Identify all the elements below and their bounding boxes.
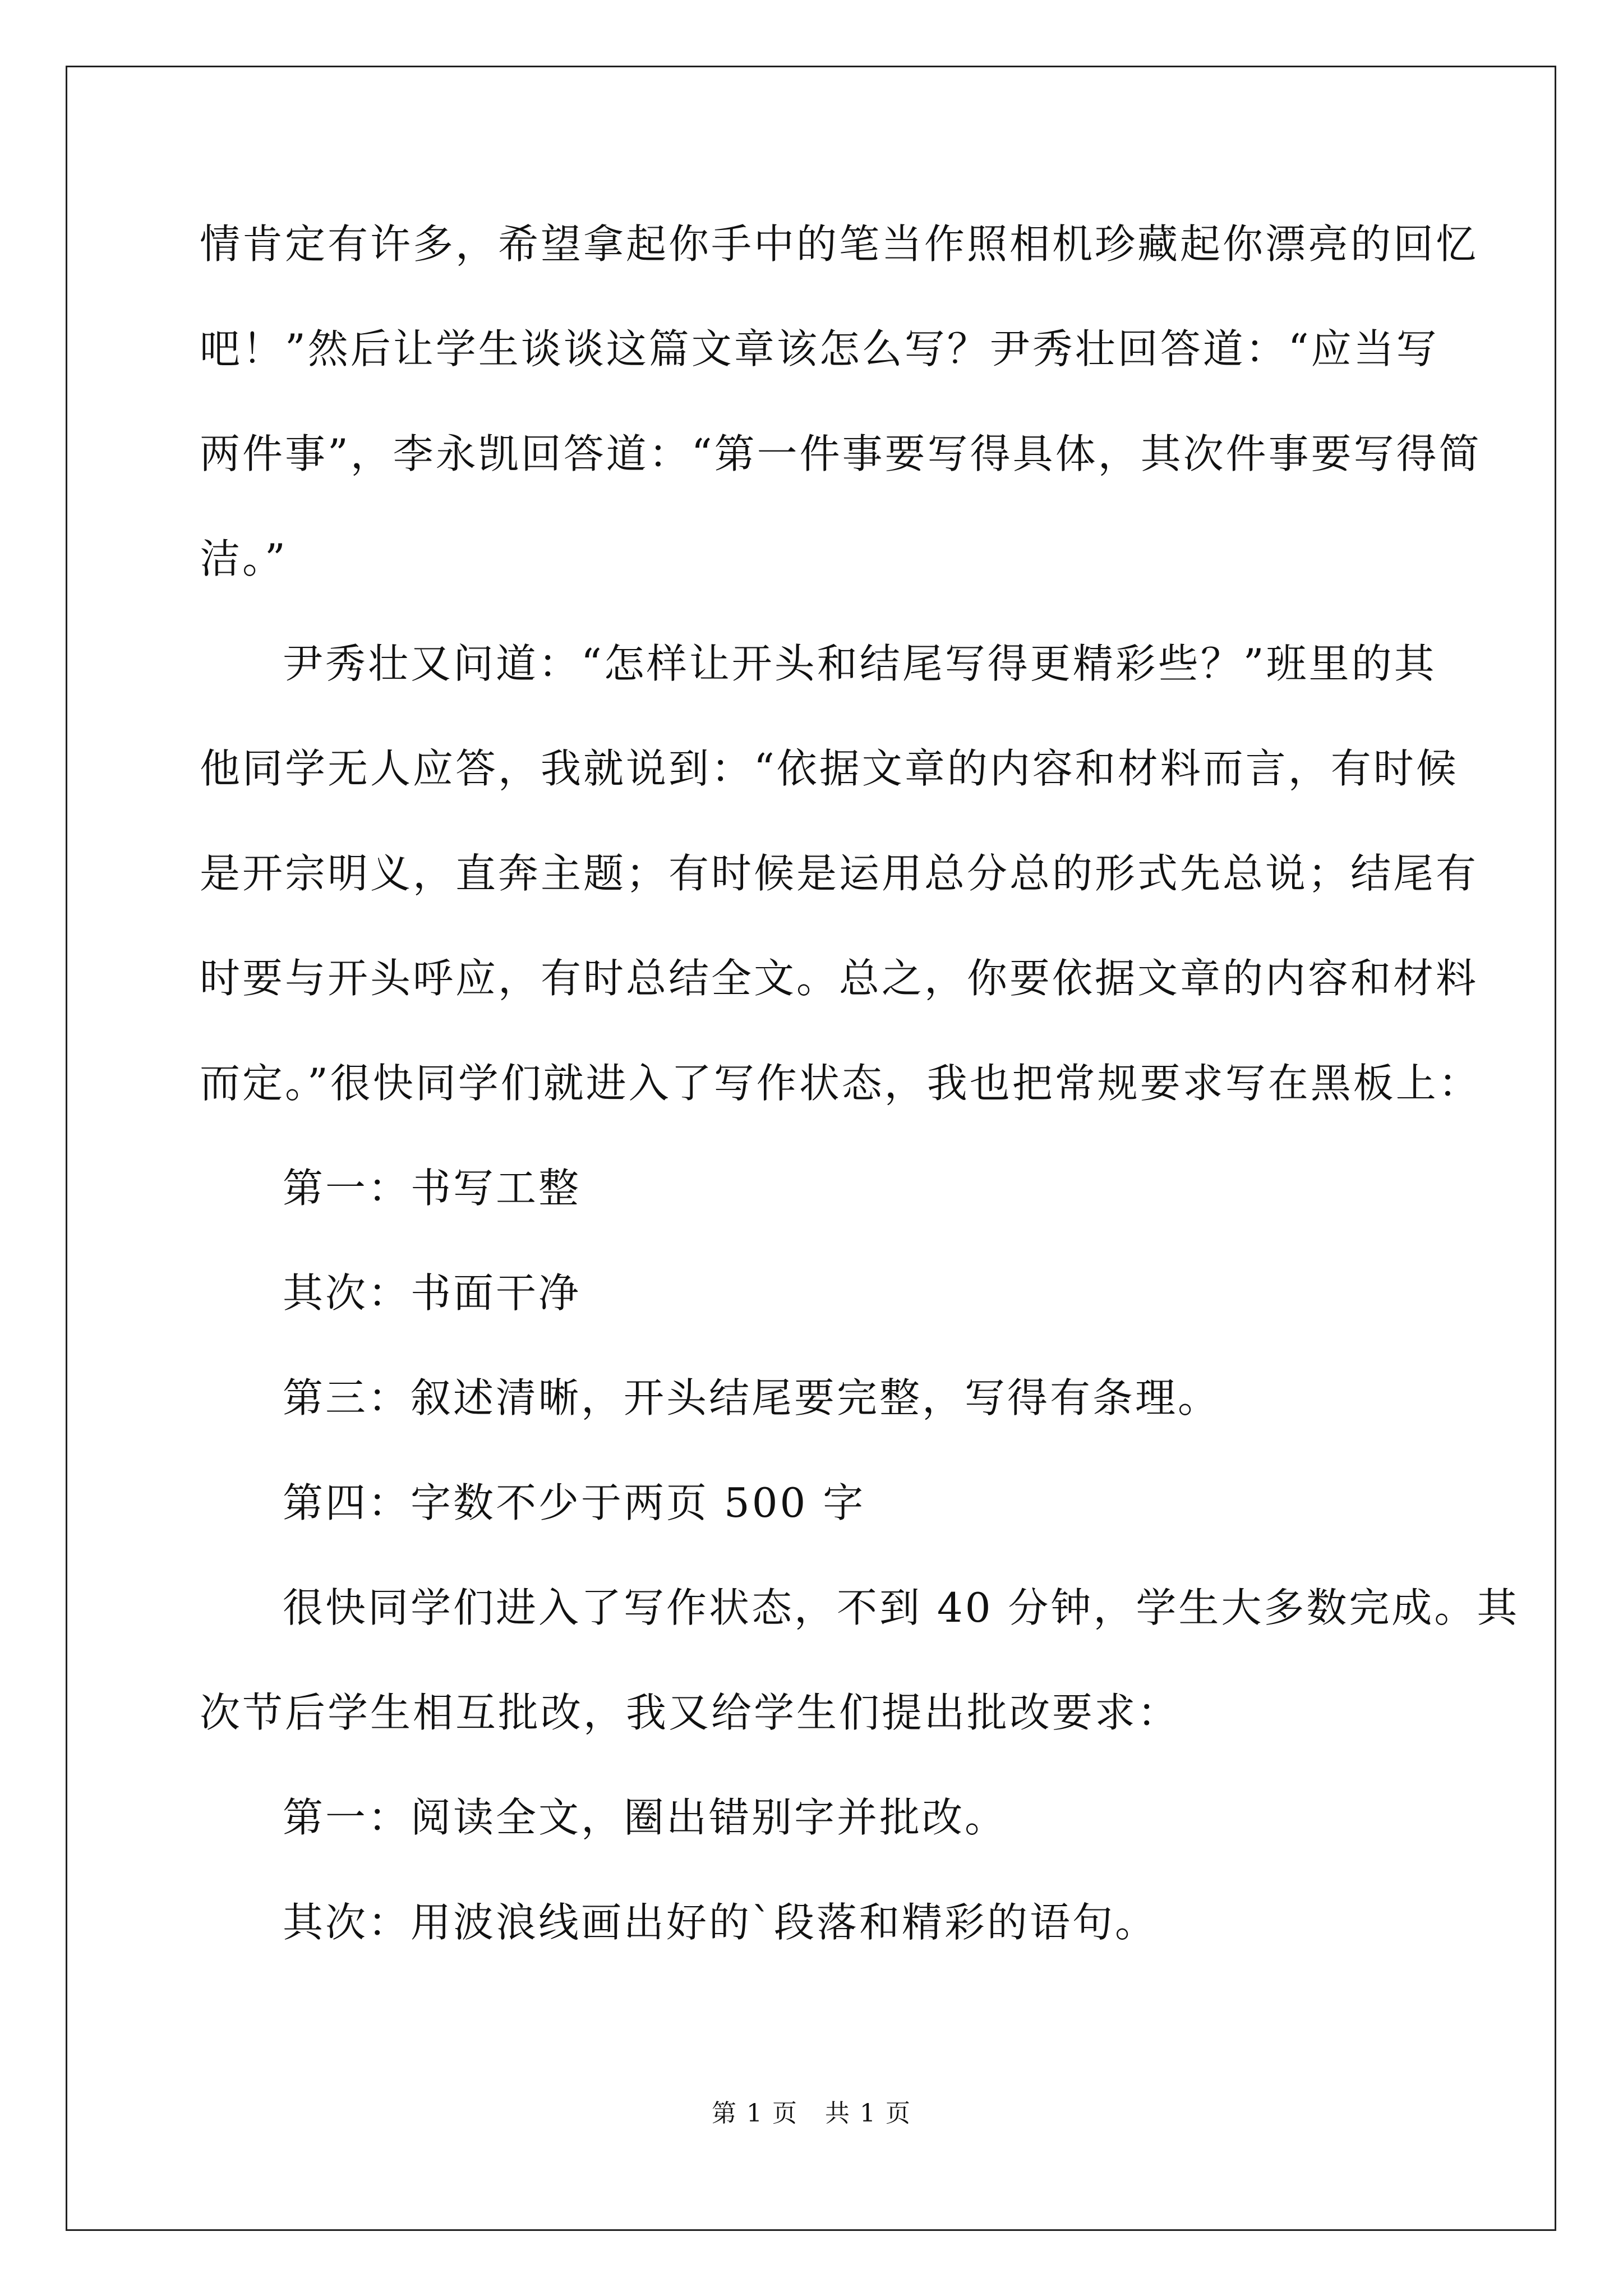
text-line: 他同学无人应答，我就说到：“依据文章的内容和材料而言，有时候 bbox=[200, 745, 1459, 792]
text-line: 尹秀壮又问道：“怎样让开头和结尾写得更精彩些？”班里的其 bbox=[283, 640, 1437, 687]
requirement-item: 第四：字数不少于两页 500 字 bbox=[283, 1479, 866, 1526]
requirement-item: 第一：书写工整 bbox=[283, 1165, 582, 1212]
text-line: 时要与开头呼应，有时总结全文。总之，你要依据文章的内容和材料 bbox=[200, 955, 1479, 1002]
requirement-item: 其次：书面干净 bbox=[283, 1269, 582, 1317]
correction-item: 其次：用波浪线画出好的`段落和精彩的语句。 bbox=[283, 1899, 1158, 1946]
text-line: 两件事”，李永凯回答道：“第一件事要写得具体，其次件事要写得简 bbox=[200, 430, 1482, 477]
correction-item: 第一：阅读全文，圈出错别字并批改。 bbox=[283, 1794, 1008, 1841]
text-line: 情肯定有许多，希望拿起你手中的笔当作照相机珍藏起你漂亮的回忆 bbox=[200, 220, 1479, 268]
text-line: 是开宗明义，直奔主题；有时候是运用总分总的形式先总说；结尾有 bbox=[200, 850, 1479, 897]
text-line: 次节后学生相互批改，我又给学生们提出批改要求： bbox=[200, 1689, 1181, 1736]
document-body bbox=[200, 210, 1520, 1993]
page-number-current: 第 1 页 bbox=[712, 2099, 798, 2128]
page-number-total: 共 1 页 bbox=[825, 2099, 911, 2128]
text-line: 而定。”很快同学们就进入了写作状态，我也把常规要求写在黑板上： bbox=[200, 1060, 1481, 1107]
text-line: 吧！”然后让学生谈谈这篇文章该怎么写？尹秀壮回答道：“应当写 bbox=[200, 325, 1439, 372]
page-footer bbox=[0, 2097, 1623, 2131]
requirement-item: 第三：叙述清晰，开头结尾要完整，写得有条理。 bbox=[283, 1374, 1221, 1421]
text-line: 洁。” bbox=[200, 535, 288, 582]
text-line: 很快同学们进入了写作状态，不到 40 分钟，学生大多数完成。其 bbox=[283, 1584, 1520, 1631]
